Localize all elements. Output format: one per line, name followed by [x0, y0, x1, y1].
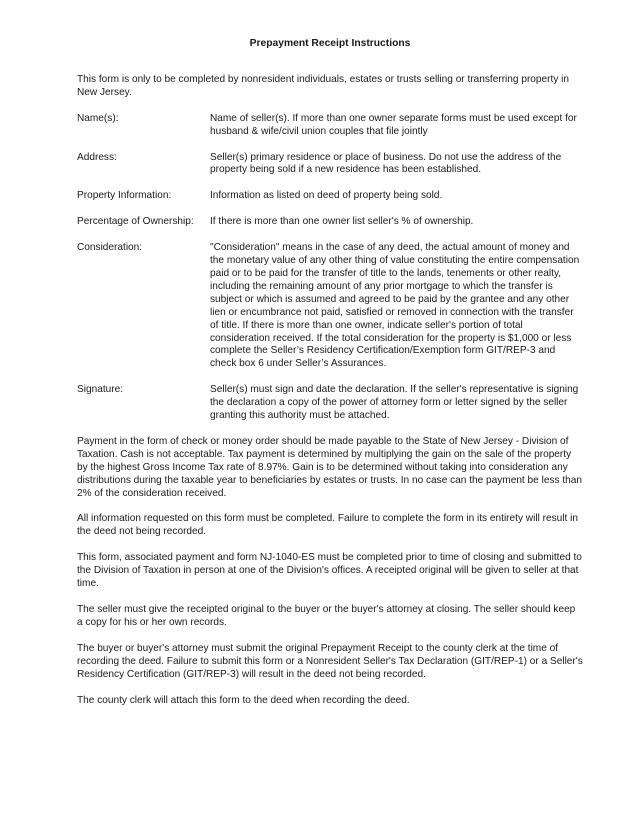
field-text-percentage-of-ownership: If there is more than one owner list seller's % of ownership.: [210, 216, 474, 228]
field-text-consideration: "Consideration" means in the case of any deed, the actual amount of money and the monetary value of any other thing of value constituting the entire compensation paid or to be paid for the transfer of title to the lands, tenements or other realty, including the remaining amount of any prior mortgage to which the transfer is subject or which is assumed and agreed to be paid by the grantee and any other lien or encumbrance not paid, satisfied or removed in connection with the transfer of title. If there is more than one owner, indicate seller's portion of total consideration received. If the total consideration for the property is $1,000 or less complete the Seller’s Residency Certification/Exemption form GIT/REP-3 and check box 6 under Seller’s Assurances.: [210, 242, 580, 370]
field-label-signature: Signature:: [77, 384, 124, 396]
field-row-signature: [77, 384, 583, 423]
closing-paragraph: The seller must give the receipted original to the buyer or the buyer's attorney at closing. The seller should keep a copy for his or her own records.: [77, 604, 576, 628]
field-text-address: Seller(s) primary residence or place of business. Do not use the address of the property being sold if a new residence has been established.: [210, 151, 562, 176]
county-clerk-paragraph: The county clerk will attach this form to the deed when recording the deed.: [77, 694, 410, 706]
intro-paragraph: This form is only to be completed by nonresident individuals, estates or trusts selling or transferring property in New Jersey.: [77, 73, 570, 98]
field-row-address: [77, 152, 583, 178]
document-page: [77, 38, 583, 720]
field-label-consideration: Consideration:: [77, 242, 143, 254]
field-text-names: Name of seller(s). If more than one owner separate forms must be used except for husband & wife/civil union couples that file jointly: [210, 112, 577, 137]
completion-paragraph: All information requested on this form must be completed. Failure to complete the form in its entirety will result in the deed not being recorded.: [77, 513, 578, 538]
field-row-consideration: [77, 242, 583, 371]
payment-paragraph: Payment in the form of check or money order should be made payable to the State of New Jersey - Division of Taxation. Cash is not acceptable. Tax payment is determined by multiplying the gain on the sale of the property by the highest Gross Income Tax rate of 8.97%. Gain is to be determined without taking into consideration any distributions during the taxable year to beneficiaries by estates or trusts. In no case can the payment be less than 2% of the consideration received.: [77, 435, 582, 499]
recording-paragraph: The buyer or buyer's attorney must submit the original Prepayment Receipt to the county clerk at the time of recording the deed. Failure to submit this form or a Nonresident Seller's Tax Declaration (GIT/REP-1) or a Seller's Residency Certification (GIT/REP-3) will result in the deed not being recorded.: [77, 642, 583, 680]
submission-paragraph: This form, associated payment and form NJ-1040-ES must be completed prior to time of closing and submitted to the Division of Taxation in person at one of the Division's offices. A receipted original will be given to seller at that time.: [77, 552, 582, 590]
field-text-signature: Seller(s) must sign and date the declaration. If the seller's representative is signing the declaration a copy of the power of attorney form or letter signed by the seller granting this authority must be attached.: [210, 384, 579, 422]
field-label-address: Address:: [77, 151, 117, 163]
field-row-property-information: [77, 190, 583, 203]
field-label-property-information: Property Information:: [77, 190, 172, 202]
field-label-names: Name(s):: [77, 112, 119, 124]
field-label-percentage-of-ownership: Percentage of Ownership:: [77, 216, 194, 228]
page-title: Prepayment Receipt Instructions: [249, 38, 411, 49]
field-text-property-information: Information as listed on deed of property being sold.: [210, 190, 443, 202]
field-row-names: [77, 113, 583, 139]
field-row-percentage-of-ownership: [77, 216, 583, 229]
